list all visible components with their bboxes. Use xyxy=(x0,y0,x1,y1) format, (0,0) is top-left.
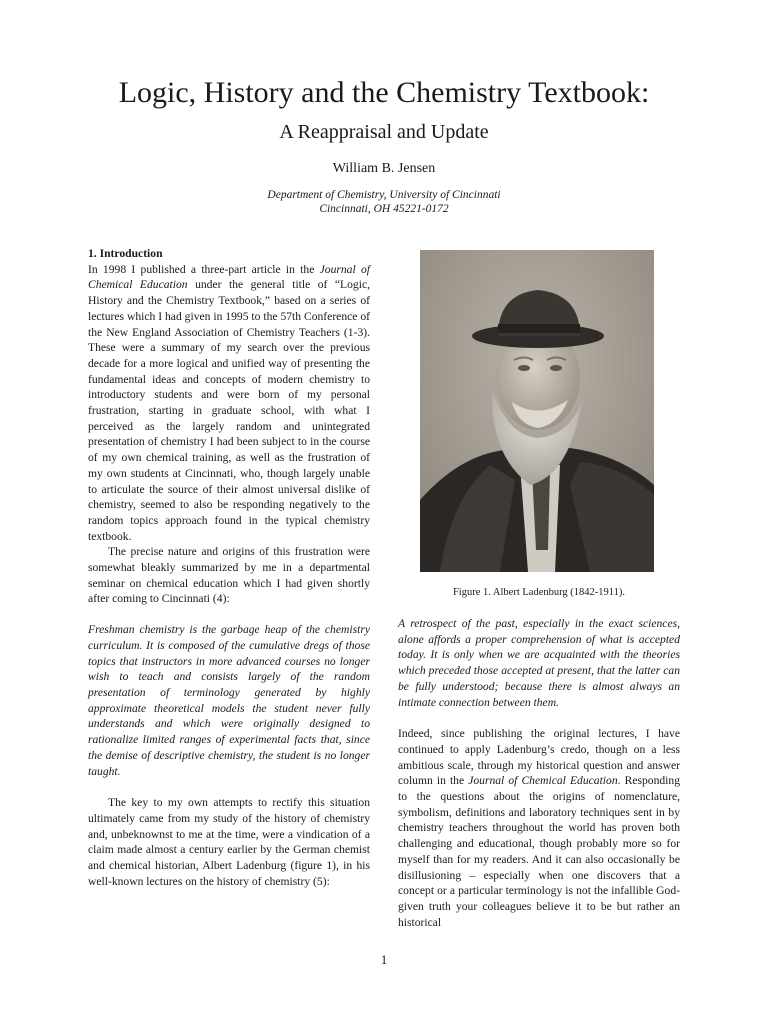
figure-caption: Figure 1. Albert Ladenburg (1842-1911). xyxy=(452,587,626,598)
intro-paragraph-1 xyxy=(88,262,370,545)
intro-paragraph-3: The key to my own attempts to rectify this situation ultimately came from my study of the history of chemistry and, unbeknownst to me at the time, were a vindication of a claim made almost a century earlier by the German chemist and chemical historian, Albert Ladenburg (figure 1), in his well-known lectures on the history of chemistry (5): xyxy=(88,796,370,888)
spacer xyxy=(88,779,370,795)
author-name: William B. Jensen xyxy=(332,161,436,176)
spacer xyxy=(398,710,680,726)
journal-title: Journal of Chemical Education xyxy=(88,262,370,292)
left-column xyxy=(88,246,370,889)
ladenburg-portrait xyxy=(420,250,654,572)
affiliation-line-1: Department of Chemistry, University of Cincinnati xyxy=(267,189,501,201)
p1-text-a: In 1998 I published a three-part article in the xyxy=(88,262,320,276)
p4-text-b: . Responding to the questions about the origins of nomenclature, symbolism, definitions and laboratory techniques sent in by chemistry teachers throughout the world has proven both challenging and educational, though probably more so for myself than for my readers. And it can also occasionally be disillusioning – especially when one discovers that a concept or a particular terminology is not the infallible God-given truth your colleagues believe it to be but rather an historical xyxy=(398,774,680,929)
p1-text-b: under the general title of “Logic, History and the Chemistry Textbook,” based on a series of lectures which I had given in 1995 to the 57th Conference of the New England Association of Chemistry Teachers (1-3). These were a summary of my search over the previous decade for a more logical and unified way of presenting the fundamental ideas and concepts of modern chemistry to introductory students and were born of my personal frustration, starting in graduate school, with what I perceived as the largely random and unintegrated presentation of chemistry I had been subject to in the course of my own chemical training, as well as the frustration of my own students at Cincinnati, who, though largely unable to articulate the source of their almost universal dislike of chemistry, seemed to also be responding negatively to the random topics approach found in the typical chemistry textbook. xyxy=(88,278,370,543)
affiliation-line-2: Cincinnati, OH 45221-0172 xyxy=(319,203,449,215)
page-number: 1 xyxy=(380,952,388,967)
seminar-quote: Freshman chemistry is the garbage heap of the chemistry curriculum. It is composed of the cumulative dregs of those topics that instructors in more advanced courses no longer wish to teach and consists largely of the random presentation of terminology generated by highly approximate theoretical models the student never fully understands and which were originally designed to rationalize limited ranges of experimental facts that, since the demise of descriptive chemistry, the student is no longer taught. xyxy=(88,623,370,778)
portrait-illustration xyxy=(420,250,654,572)
right-column xyxy=(398,616,680,930)
ladenburg-quote: A retrospect of the past, especially in the exact sciences, alone affords a proper comprehension of what is accepted today. It is only when we are acquainted with the theories which preceded those accepted at present, that the latter can be fully understood; because there is almost always an intimate connection between them. xyxy=(398,617,680,709)
journal-title: Journal of Chemical Education xyxy=(468,774,618,788)
paper-title: Logic, History and the Chemistry Textbook: xyxy=(118,76,650,109)
spacer xyxy=(88,607,370,622)
p4-text-a: Indeed, since publishing the original lectures, I have continued to apply Ladenburg’s credo, though on a less ambitious scale, through my historical question and answer column in the xyxy=(398,727,680,788)
section-heading: 1. Introduction xyxy=(88,247,163,260)
intro-paragraph-2: The precise nature and origins of this frustration were somewhat bleakly summarized by me in a departmental seminar on chemical education which I had given shortly after coming to Cincinnati (4): xyxy=(88,545,370,606)
paper-subtitle: A Reappraisal and Update xyxy=(279,121,489,143)
author-affiliation xyxy=(0,188,768,216)
intro-paragraph-4 xyxy=(398,726,680,930)
